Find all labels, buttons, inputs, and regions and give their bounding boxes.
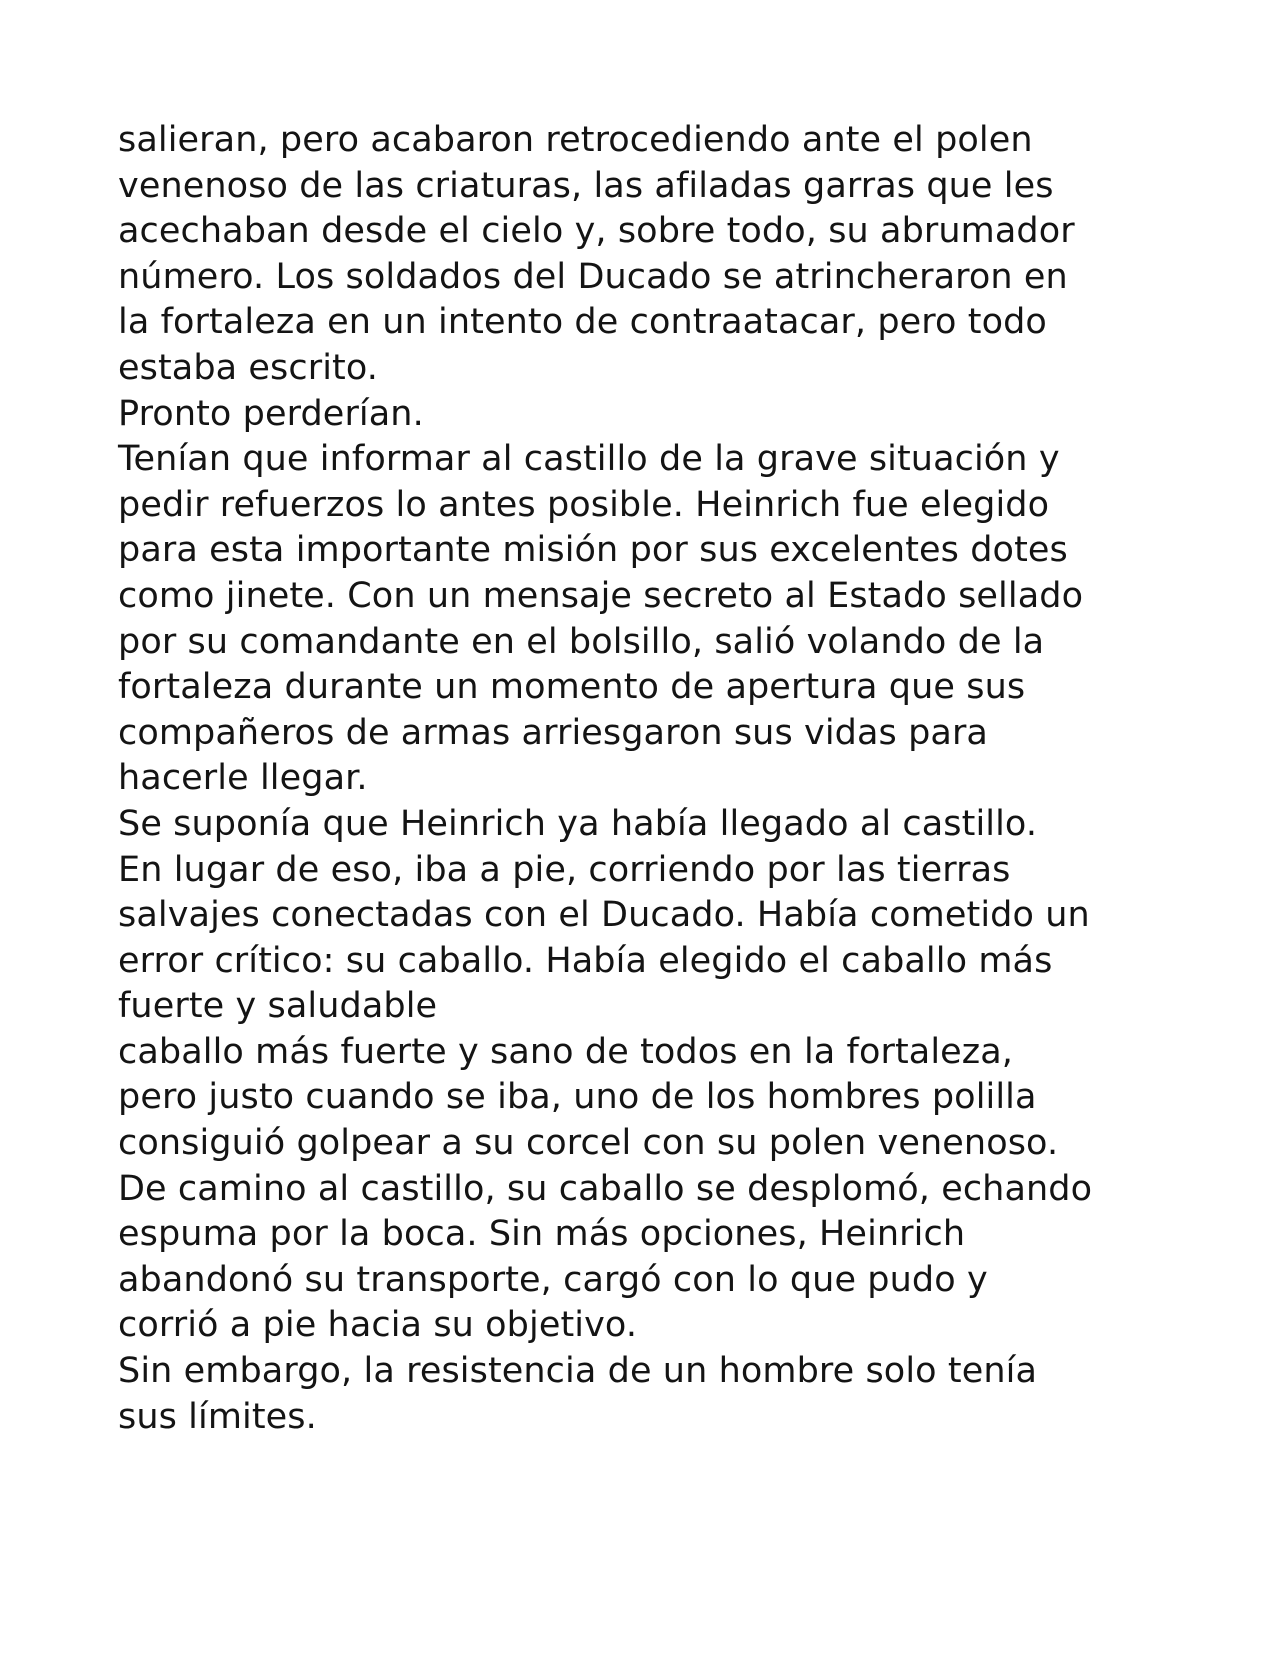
text-line: venenoso de las criaturas, las afiladas garras que les	[118, 165, 1054, 206]
text-line: salieran, pero acabaron retrocediendo ante el polen	[118, 120, 1033, 160]
text-line: número. Los soldados del Ducado se atrincheraron en	[118, 256, 1068, 297]
text-line: espuma por la boca. Sin más opciones, Heinrich	[118, 1214, 966, 1255]
text-line: acechaban desde el cielo y, sobre todo, su abrumador	[118, 211, 1075, 252]
text-line: Se suponía que Heinrich ya había llegado al castillo.	[118, 803, 1038, 844]
text-line: como jinete. Con un mensaje secreto al Estado sellado	[118, 575, 1084, 616]
text-line: para esta importante misión por sus excelentes dotes	[118, 530, 1068, 571]
text-line: Tenían que informar al castillo de la grave situación y	[118, 439, 1060, 480]
text-line: pero justo cuando se iba, uno de los hombres polilla	[118, 1077, 1037, 1118]
text-line: corrió a pie hacia su objetivo.	[118, 1305, 638, 1346]
text-line: De camino al castillo, su caballo se desplomó, echando	[118, 1168, 1093, 1209]
text-line: salvajes conectadas con el Ducado. Había cometido un	[118, 895, 1090, 936]
body-text	[118, 118, 1198, 1440]
text-line: estaba escrito.	[118, 347, 379, 388]
text-line: consiguió golpear a su corcel con su polen venenoso.	[118, 1123, 1059, 1164]
text-line: hacerle llegar.	[118, 758, 368, 799]
text-line: sus límites.	[118, 1396, 317, 1437]
text-line: Pronto perderían.	[118, 393, 424, 434]
text-line: fuerte y saludable	[118, 986, 438, 1027]
text-line: abandonó su transporte, cargó con lo que pudo y	[118, 1259, 988, 1300]
text-line: la fortaleza en un intento de contraatacar, pero todo	[118, 302, 1047, 343]
text-line: compañeros de armas arriesgaron sus vidas para	[118, 712, 988, 753]
text-line: pedir refuerzos lo antes posible. Heinrich fue elegido	[118, 484, 1050, 525]
text-line: caballo más fuerte y sano de todos en la fortaleza,	[118, 1031, 1014, 1072]
text-line: por su comandante en el bolsillo, salió volando de la	[118, 621, 1045, 662]
text-line: fortaleza durante un momento de apertura que sus	[118, 667, 1026, 708]
text-line: En lugar de eso, iba a pie, corriendo por las tierras	[118, 849, 1011, 890]
text-line: error crítico: su caballo. Había elegido el caballo más	[118, 940, 1053, 981]
text-line: Sin embargo, la resistencia de un hombre solo tenía	[118, 1351, 1037, 1392]
